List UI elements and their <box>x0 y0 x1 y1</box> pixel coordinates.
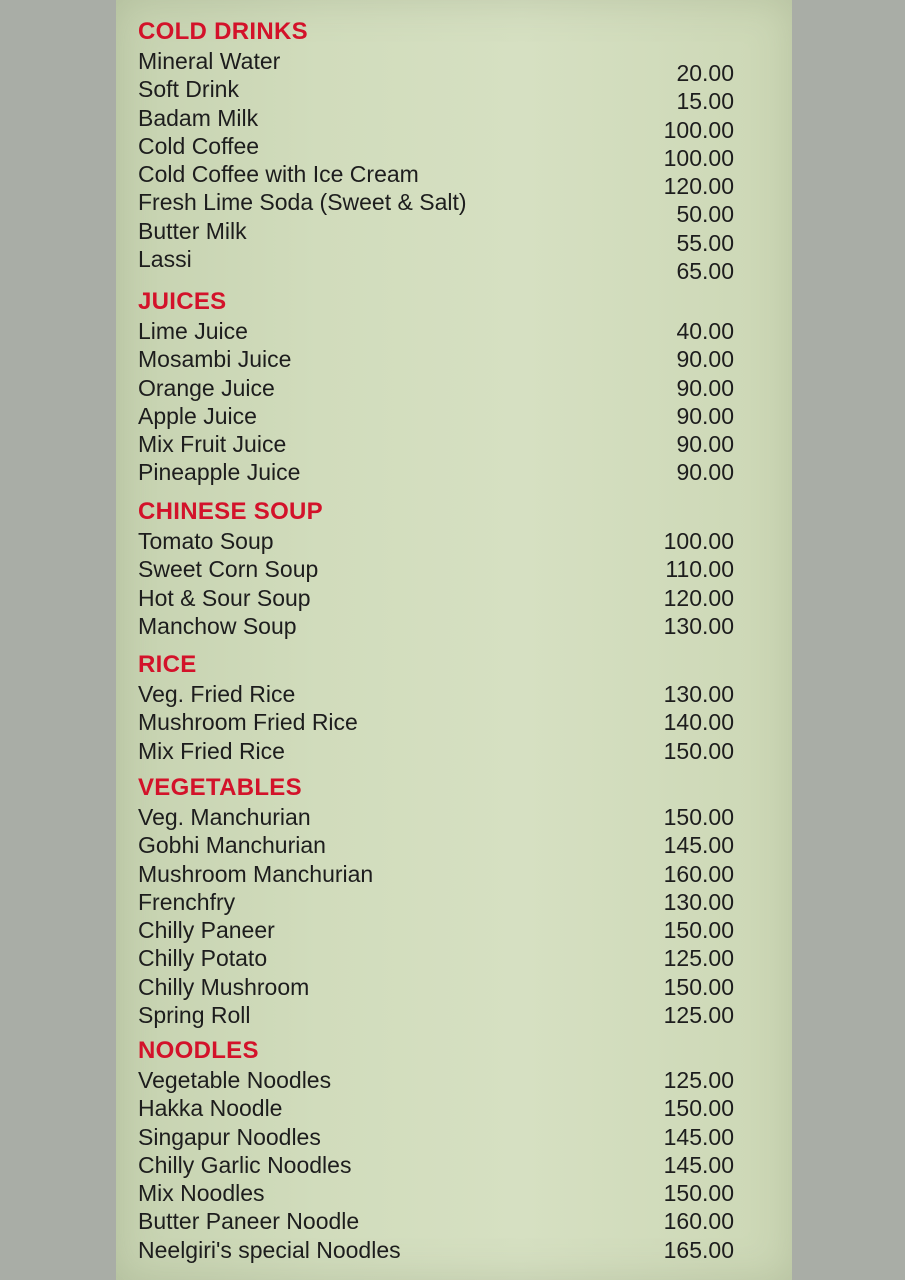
item-price: 20.00 <box>676 60 734 86</box>
section-heading: COLD DRINKS <box>138 18 308 45</box>
section-chinese-soup <box>138 497 734 640</box>
item-price: 150.00 <box>663 917 734 944</box>
item-name: Mix Fruit Juice <box>138 431 287 458</box>
menu-item <box>138 737 734 765</box>
item-name: Orange Juice <box>138 374 275 401</box>
section-vegetables <box>138 773 734 1029</box>
item-price: 50.00 <box>676 201 734 228</box>
item-name: Hot & Sour Soup <box>138 584 311 611</box>
item-price: 90.00 <box>676 346 734 373</box>
item-name: Sweet Corn Soup <box>138 556 319 583</box>
item-price: 90.00 <box>676 431 734 458</box>
item-name: Mix Noodles <box>138 1180 265 1207</box>
menu-item <box>138 1094 734 1122</box>
menu-item <box>138 1207 734 1235</box>
item-name: Tomato Soup <box>138 528 274 554</box>
item-name: Neelgiri's special Noodles <box>138 1236 401 1263</box>
item-price: 65.00 <box>676 258 734 285</box>
menu-item <box>138 888 734 916</box>
menu-item <box>138 217 734 256</box>
menu-item <box>138 160 734 200</box>
item-name: Chilly Garlic Noodles <box>138 1151 352 1178</box>
menu-item <box>138 75 734 115</box>
section-heading: NOODLES <box>138 1037 259 1064</box>
menu-item <box>138 430 734 458</box>
menu-item <box>138 245 734 285</box>
item-name: Fresh Lime Soda (Sweet & Salt) <box>138 189 467 216</box>
item-name: Cold Coffee with Ice Cream <box>138 161 419 188</box>
item-name: Chilly Potato <box>138 945 268 972</box>
item-name: Lime Juice <box>138 318 248 344</box>
item-name: Mix Fried Rice <box>138 737 285 764</box>
menu-item <box>138 458 734 486</box>
menu-item <box>138 612 734 640</box>
item-price: 160.00 <box>663 860 734 887</box>
menu-item <box>138 973 734 1001</box>
item-name: Mushroom Manchurian <box>138 860 374 887</box>
item-name: Veg. Manchurian <box>138 804 311 830</box>
item-price: 165.00 <box>663 1236 734 1263</box>
menu-item <box>138 527 734 555</box>
item-price: 90.00 <box>676 402 734 429</box>
section-heading: RICE <box>138 651 197 678</box>
item-price: 110.00 <box>665 556 734 583</box>
menu-item <box>138 1001 734 1029</box>
menu-item <box>138 188 734 228</box>
item-price: 160.00 <box>663 1208 734 1235</box>
item-name: Vegetable Noodles <box>138 1067 332 1093</box>
menu-item <box>138 374 734 402</box>
item-price: 55.00 <box>676 229 734 256</box>
item-name: Badam Milk <box>138 104 259 131</box>
menu-item <box>138 944 734 972</box>
menu-item <box>138 1236 734 1264</box>
section-cold-drinks <box>138 17 734 285</box>
menu-item <box>138 680 734 708</box>
item-name: Apple Juice <box>138 402 257 429</box>
item-name: Chilly Paneer <box>138 917 275 944</box>
item-price: 100.00 <box>663 116 734 143</box>
section-juices <box>138 287 734 487</box>
menu-item <box>138 104 734 143</box>
item-name: Manchow Soup <box>138 612 297 639</box>
menu-item <box>138 916 734 944</box>
section-heading: JUICES <box>138 288 227 315</box>
item-price: 145.00 <box>663 832 734 859</box>
menu-item <box>138 1123 734 1151</box>
menu-item <box>138 402 734 430</box>
item-price: 90.00 <box>676 374 734 401</box>
menu-item <box>138 47 734 86</box>
item-name: Lassi <box>138 246 192 273</box>
item-name: Hakka Noodle <box>138 1095 283 1122</box>
item-price: 145.00 <box>663 1151 734 1178</box>
item-name: Butter Paneer Noodle <box>138 1208 360 1235</box>
item-price: 130.00 <box>663 888 734 915</box>
item-name: Gobhi Manchurian <box>138 832 326 859</box>
item-price: 125.00 <box>663 1067 734 1093</box>
menu-item <box>138 584 734 612</box>
item-price: 100.00 <box>663 144 734 171</box>
item-price: 150.00 <box>663 1180 734 1207</box>
section-heading: VEGETABLES <box>138 774 302 801</box>
menu-item <box>138 317 734 345</box>
item-price: 125.00 <box>663 945 734 972</box>
menu-item <box>138 1151 734 1179</box>
item-name: Mineral Water <box>138 48 281 74</box>
item-price: 40.00 <box>676 318 734 344</box>
item-name: Pineapple Juice <box>138 459 301 486</box>
section-heading: CHINESE SOUP <box>138 498 323 525</box>
menu-item <box>138 1066 734 1094</box>
item-price: 150.00 <box>663 1095 734 1122</box>
item-name: Mosambi Juice <box>138 346 292 373</box>
section-rice <box>138 650 734 765</box>
item-price: 15.00 <box>676 88 734 115</box>
item-name: Mushroom Fried Rice <box>138 709 358 736</box>
item-price: 150.00 <box>663 804 734 830</box>
section-noodles <box>138 1036 734 1264</box>
item-price: 125.00 <box>663 1002 734 1029</box>
item-price: 130.00 <box>663 612 734 639</box>
item-price: 120.00 <box>663 173 734 200</box>
menu-item <box>138 1179 734 1207</box>
item-name: Spring Roll <box>138 1002 251 1029</box>
item-name: Cold Coffee <box>138 132 260 159</box>
menu-item <box>138 803 734 831</box>
item-price: 150.00 <box>663 973 734 1000</box>
menu-item <box>138 708 734 736</box>
menu-item <box>138 555 734 583</box>
item-name: Singapur Noodles <box>138 1123 321 1150</box>
item-price: 130.00 <box>663 681 734 707</box>
menu-item <box>138 860 734 888</box>
item-price: 145.00 <box>663 1123 734 1150</box>
item-name: Frenchfry <box>138 888 236 915</box>
item-price: 90.00 <box>676 459 734 486</box>
item-price: 100.00 <box>663 528 734 554</box>
item-price: 150.00 <box>663 737 734 764</box>
item-price: 120.00 <box>663 584 734 611</box>
menu-item <box>138 831 734 859</box>
item-name: Butter Milk <box>138 217 247 244</box>
item-name: Soft Drink <box>138 76 239 103</box>
menu-item <box>138 345 734 373</box>
item-price: 140.00 <box>663 709 734 736</box>
item-name: Veg. Fried Rice <box>138 681 296 707</box>
menu-item <box>138 132 734 171</box>
item-name: Chilly Mushroom <box>138 973 310 1000</box>
